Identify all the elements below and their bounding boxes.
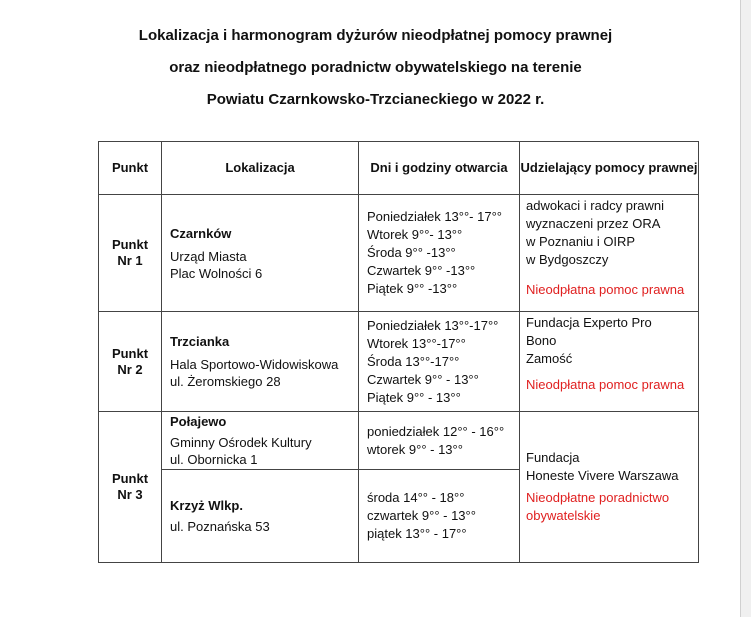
- table-row: [99, 312, 699, 412]
- hours-cell: [359, 412, 520, 470]
- header-provider: Udzielający pomocy prawnej: [520, 142, 699, 195]
- punkt-cell: [99, 412, 162, 563]
- hours-line: Piątek 9°° -13°°: [367, 281, 458, 296]
- hours-line: poniedziałek 12°° - 16°°: [367, 423, 505, 439]
- hours-cell: [359, 195, 520, 312]
- location-line: ul. Żeromskiego 28: [170, 374, 281, 389]
- location-line: Hala Sportowo-Widowiskowa: [170, 357, 339, 372]
- schedule-table: [98, 141, 699, 563]
- hours-line: Środa 13°°-17°°: [367, 353, 460, 369]
- header-hours: Dni i godziny otwarcia: [359, 142, 520, 195]
- provider-line: w Bydgoszczy: [526, 252, 609, 267]
- hours-line: wtorek 9°° - 13°°: [367, 441, 463, 457]
- provider-cell: [520, 412, 699, 563]
- hours-line: piątek 13°° - 17°°: [367, 526, 467, 541]
- table-header-row: [99, 142, 699, 195]
- location-line: ul. Obornicka 1: [170, 452, 258, 467]
- provider-cell: [520, 195, 699, 312]
- location-name: Czarnków: [170, 225, 232, 241]
- header-lokalizacja: Lokalizacja: [162, 142, 359, 195]
- location-cell: [162, 195, 359, 312]
- hours-line: Czwartek 9°° -13°°: [367, 263, 476, 278]
- hours-cell: [359, 312, 520, 412]
- provider-line: Fundacja: [526, 450, 580, 465]
- punkt-label: Punkt: [111, 237, 149, 252]
- punkt-number: Nr 3: [117, 487, 143, 502]
- location-cell: [162, 312, 359, 412]
- provider-line: adwokaci i radcy prawni: [526, 198, 665, 213]
- punkt-number: Nr 2: [117, 361, 143, 377]
- location-line: Plac Wolności 6: [170, 265, 263, 281]
- provider-note: Nieodpłatne poradnictwo obywatelskie: [526, 490, 670, 523]
- location-line: Urząd Miasta: [170, 248, 247, 264]
- location-line: Gminny Ośrodek Kultury: [170, 435, 312, 450]
- hours-cell: [359, 470, 520, 563]
- provider-note: Nieodpłatna pomoc prawna: [526, 377, 685, 392]
- provider-cell: [520, 312, 699, 412]
- hours-line: Poniedziałek 13°°- 17°°: [367, 209, 502, 224]
- punkt-label: Punkt: [111, 345, 149, 361]
- location-cell: [162, 470, 359, 563]
- hours-line: Poniedziałek 13°°-17°°: [367, 317, 499, 333]
- provider-line: Fundacja Experto Pro: [526, 315, 652, 330]
- punkt-cell: [99, 195, 162, 312]
- provider-line: Bono: [526, 333, 557, 348]
- provider-line: Honeste Vivere Warszawa: [526, 468, 679, 483]
- hours-line: środa 14°° - 18°°: [367, 490, 465, 505]
- location-cell: [162, 412, 359, 470]
- location-name: Krzyż Wlkp.: [170, 498, 243, 513]
- header-punkt: Punkt: [99, 142, 162, 195]
- hours-line: Wtorek 13°°-17°°: [367, 335, 466, 351]
- document-title-line-3: Powiatu Czarnkowsko-Trzcianeckiego w 2022 r.: [206, 91, 545, 108]
- hours-line: Piątek 9°° - 13°°: [367, 389, 461, 405]
- provider-note: Nieodpłatna pomoc prawna: [526, 282, 685, 297]
- provider-line: w Poznaniu i OIRP: [526, 234, 636, 249]
- provider-line: Zamość: [526, 351, 573, 366]
- punkt-cell: [99, 312, 162, 412]
- document-title-line-2: oraz nieodpłatnego poradnictw obywatelskiego na terenie: [169, 59, 582, 76]
- location-name: Połajewo: [170, 414, 227, 429]
- location-name: Trzcianka: [170, 334, 230, 349]
- hours-line: Środa 9°° -13°°: [367, 245, 456, 260]
- punkt-number: Nr 1: [117, 253, 143, 268]
- punkt-label: Punkt: [111, 471, 149, 486]
- table-row: [99, 412, 699, 470]
- document-title-line-1: Lokalizacja i harmonogram dyżurów nieodpłatnej pomocy prawnej: [138, 27, 613, 44]
- hours-line: czwartek 9°° - 13°°: [367, 508, 476, 523]
- hours-line: Czwartek 9°° - 13°°: [367, 371, 479, 387]
- location-line: ul. Poznańska 53: [170, 519, 270, 534]
- hours-line: Wtorek 9°°- 13°°: [367, 227, 463, 242]
- table-row: [99, 195, 699, 312]
- provider-line: wyznaczeni przez ORA: [526, 216, 661, 231]
